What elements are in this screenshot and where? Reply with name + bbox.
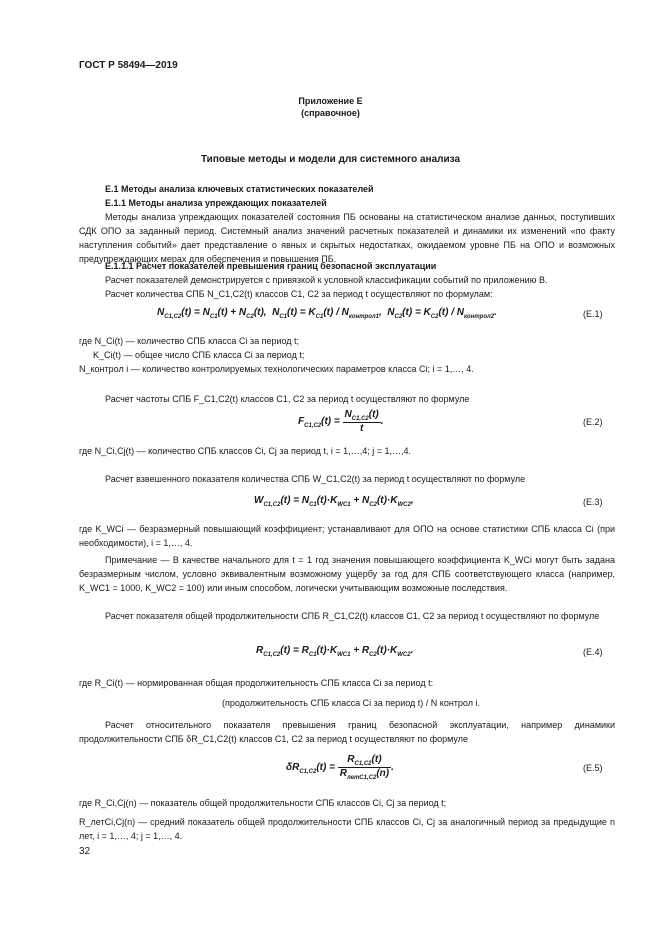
equation-label-e3: (Е.3): [583, 497, 603, 507]
equation-label-e4: (Е.4): [583, 647, 603, 657]
appendix-subtitle: (справочное): [301, 108, 360, 118]
note: Примечание — В качестве начального для t = 1 год значения повышающего коэффициента K_WCi могут быть задана безразмерным числом, условно эквивалентным возможному ущербу за год для СПБ соответствующего класса (например, K_WC1 = 1000, K_WC2 = 100) или иным способом, логически учитывающим возможные последствия.: [79, 555, 615, 593]
definition-row: K_Ci(t) — общее число СПБ класса Ci за период t;: [93, 350, 305, 360]
definitions-e1: [79, 334, 615, 376]
equation-label-e2: (Е.2): [583, 417, 603, 427]
paragraph-5: Расчет взвешенного показателя количества СПБ W_C1,C2(t) за период t осуществляют по формуле: [105, 474, 526, 484]
e111-heading: Е.1.1.1 Расчет показателей превышения границ безопасной эксплуатации: [105, 261, 437, 271]
page-number: 32: [79, 846, 91, 857]
equation-label-e1: (Е.1): [583, 309, 603, 319]
definitions-e4: где R_Ci(t) — нормированная общая продолжительность СПБ класса Ci за период t:: [79, 678, 434, 688]
formula-e4: $R_{C1,C2}(t) = R_{C1}(t)\cdot K_{WC1} + R_{C2}(t)\cdot K_{WC2}$.: [256, 645, 414, 658]
section-title: Типовые методы и модели для системного анализа: [200, 154, 461, 165]
e1-heading: Е.1 Методы анализа ключевых статистических показателей: [105, 184, 374, 194]
definitions-e5b: R_летCi,Cj(n) — средний показатель общей продолжительности СПБ классов Ci, Cj за аналогичный период за предыдущие n лет, i = 1,…, 4; j = 1,…, 4.: [79, 817, 615, 841]
formula-e1: $N_{C1,C2}(t) = N_{C1}(t) + N_{C2}(t)$, $N_{C1}(t) = K_{C1}(t) / N_{контрол1}$, $N_{C2}(t) = K_{C2}(t) / N_{контрол2}$.: [157, 307, 497, 320]
appendix-title: Приложение Е: [298, 96, 363, 106]
paragraph-2: Расчет показателей демонстрируется с привязкой к условной классификации событий по приложению В.: [105, 275, 548, 285]
formula-e5: $\delta R_{C1,C2}(t)$ = $\frac{R_{C1,C2}(t)}{R_{летC1,C2}(n)}$ .: [286, 754, 394, 781]
definitions-e3: где K_WCi — безразмерный повышающий коэффициент; устанавливают для ОПО на основе статистики СПБ класса Ci (при необходимости), i = 1,…, 4.: [79, 524, 615, 548]
paragraph-4: Расчет частоты СПБ F_C1,C2(t) классов С1, С2 за период t осуществляют по формуле: [105, 394, 470, 404]
document-header: ГОСТ Р 58494—2019: [79, 60, 178, 71]
paragraph-6: Расчет показателя общей продолжительности СПБ R_C1,C2(t) классов С1, С2 за период t осуществляют по формуле: [105, 611, 600, 621]
definition-row: где N_Ci(t) — количество СПБ класса Ci за период t;: [79, 336, 300, 346]
formula-e3: $W_{C1,C2}(t) = N_{C1}(t)\cdot K_{WC1} + N_{C2}(t)\cdot K_{WC2}$,: [254, 495, 414, 508]
definitions-e2: где N_Ci,Cj(t) — количество СПБ классов Ci, Cj за период t, i = 1,…,4; j = 1,…,4.: [79, 446, 411, 456]
formula-e2: $F_{C1,C2}(t)$ = $\frac{N_{C1,C2}(t)}{t}$ .: [298, 409, 384, 434]
definition-row: N_контрол i — количество контролируемых технологических параметров класса Ci; i = 1,…, 4.: [79, 364, 474, 374]
equation-label-e5: (Е.5): [583, 763, 603, 773]
definitions-e4-formula: (продолжительность СПБ класса Ci за период t) / N контрол i.: [222, 698, 480, 708]
paragraph-7: Расчет относительного показателя превышения границ безопасной эксплуатации, например динамики продолжительности СПБ δR_C1,C2(t) классов С1, С2 за период t осуществляют по формуле: [79, 720, 615, 744]
paragraph-1: Методы анализа упреждающих показателей состояния ПБ основаны на статистическом анализе данных, поступивших СДК ОПО за заданный период. Системный анализ значений расчетных показателей и динамики их изменений «по факту наступления событий» дает представление о явных и скрытых недостатках, ожидаемом уровне ПБ на ОПО и возможных предупреждающих мерах для обеспечения и повышения ПБ.: [79, 212, 615, 264]
definitions-e5a: где R_Ci,Cj(n) — показатель общей продолжительности СПБ классов Ci, Cj за период t;: [79, 798, 447, 808]
e11-heading: Е.1.1 Методы анализа упреждающих показателей: [105, 198, 327, 208]
paragraph-3: Расчет количества СПБ N_C1,C2(t) классов С1, С2 за период t осуществляют по формулам:: [105, 289, 493, 299]
